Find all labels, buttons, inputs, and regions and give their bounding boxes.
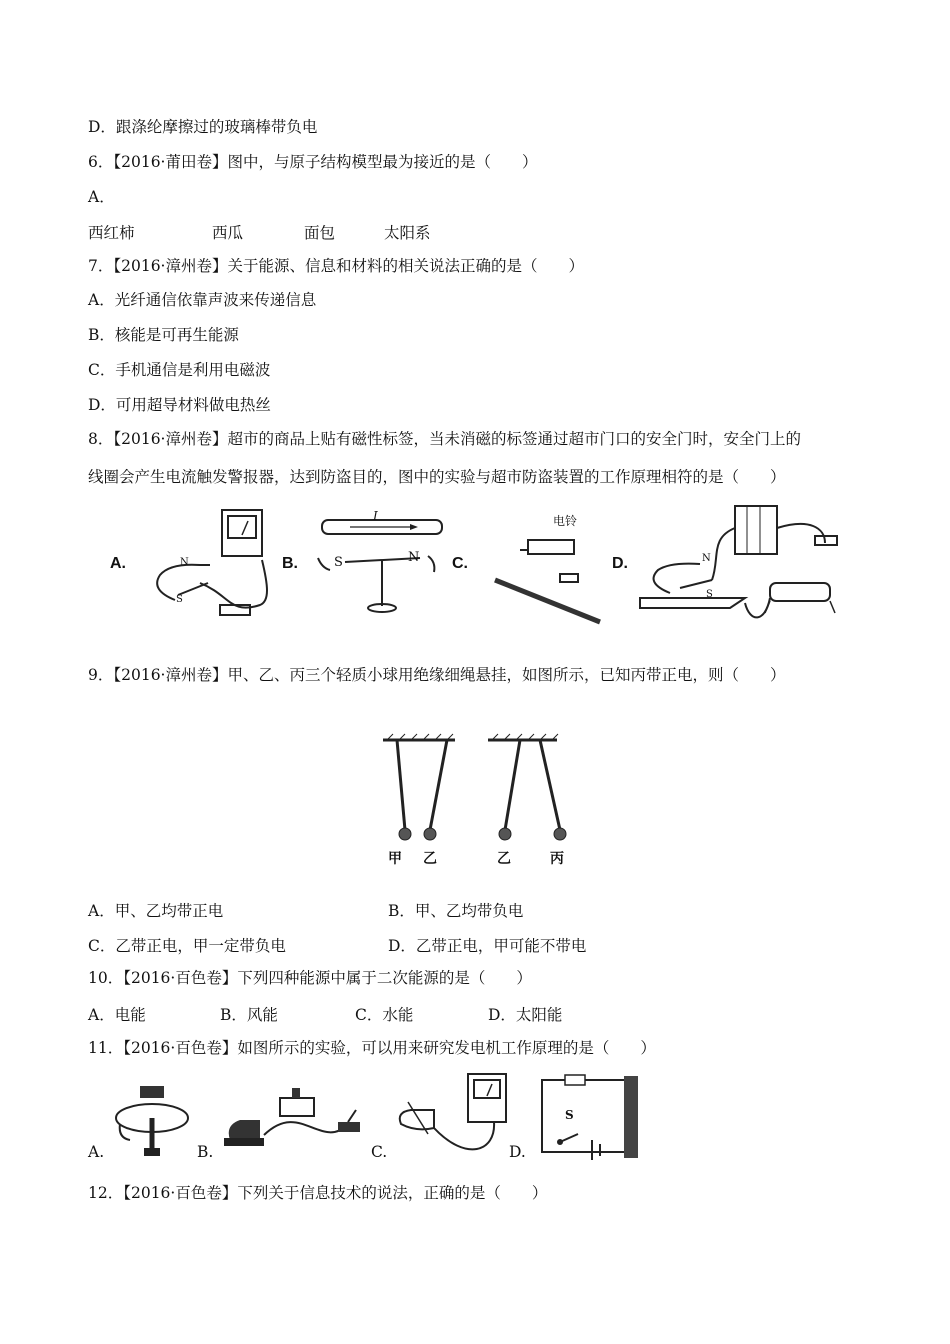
q11-figure-c	[396, 1072, 511, 1162]
q9-figure	[375, 732, 575, 844]
q9-option-a: A．甲、乙均带正电	[88, 902, 224, 920]
q8-a-south: S	[176, 594, 183, 605]
q9-option-c: C．乙带正电，甲一定带负电	[88, 937, 286, 955]
q8-figure-d	[640, 498, 865, 633]
q7-option-d: D．可用超导材料做电热丝	[88, 396, 271, 414]
q6-label-bread: 面包	[304, 224, 336, 242]
q6-label-watermelon: 西瓜	[212, 224, 244, 242]
q10-stem: 10．【2016·百色卷】下列四种能源中属于二次能源的是（ ）	[88, 969, 532, 987]
q9-label-bing: 丙	[550, 851, 564, 867]
q8-a-north: N	[180, 557, 189, 568]
q11-fig-label-c: C.	[371, 1143, 388, 1161]
q8-b-north: N	[408, 550, 420, 565]
q7-option-b: B．核能是可再生能源	[88, 326, 239, 344]
q7-option-c: C．手机通信是利用电磁波	[88, 361, 271, 379]
q8-fig-label-a: A.	[110, 555, 126, 572]
q6-label-tomato: 西红柿	[88, 224, 135, 242]
q9-stem: 9．【2016·漳州卷】甲、乙、丙三个轻质小球用绝缘细绳悬挂，如图所示，已知丙带正电，则（ ）	[88, 666, 786, 684]
q8-fig-label-c: C.	[452, 555, 468, 572]
q12-stem: 12．【2016·百色卷】下列关于信息技术的说法，正确的是（ ）	[88, 1184, 548, 1202]
q9-label-yi-right: 乙	[497, 851, 511, 867]
q11-figure-a	[112, 1080, 197, 1160]
q9-label-jia: 甲	[388, 851, 402, 867]
q8-stem-line1: 8．【2016·漳州卷】超市的商品上贴有磁性标签，当未消磁的标签通过超市门口的安全门时，安全门上的	[88, 430, 801, 448]
q9-option-d: D．乙带正电，甲可能不带电	[388, 937, 587, 955]
q7-stem: 7．【2016·漳州卷】关于能源、信息和材料的相关说法正确的是（ ）	[88, 257, 584, 275]
q8-fig-label-d: D.	[612, 555, 628, 572]
q8-stem-line2: 线圈会产生电流触发警报器，达到防盗目的，图中的实验与超市防盗装置的工作原理相符的是（ ）	[88, 468, 786, 486]
q6-option-a: A．	[88, 188, 115, 206]
q11-d-switch: S	[565, 1108, 574, 1122]
q8-d-south: S	[706, 589, 713, 600]
q10-option-c: C．水能	[355, 1006, 414, 1024]
q11-figure-d	[540, 1072, 640, 1160]
q10-option-b: B．风能	[220, 1006, 278, 1024]
q9-label-yi-left: 乙	[423, 851, 437, 867]
q11-fig-label-a: A.	[88, 1143, 105, 1161]
q10-option-d: D．太阳能	[488, 1006, 563, 1024]
q8-fig-label-b: B.	[282, 555, 298, 572]
q8-figure-a	[140, 505, 280, 625]
q6-stem: 6．【2016·莆田卷】图中，与原子结构模型最为接近的是（ ）	[88, 153, 538, 171]
q8-d-north: N	[702, 553, 711, 564]
q8-figure-b	[310, 510, 450, 620]
q10-option-a: A．电能	[88, 1006, 146, 1024]
q9-option-b: B．甲、乙均带负电	[388, 902, 524, 920]
q8-b-south: S	[334, 555, 343, 570]
q5-option-d: D．跟涤纶摩擦过的玻璃棒带负电	[88, 118, 318, 136]
q11-fig-label-b: B.	[197, 1143, 214, 1161]
q11-figure-b	[220, 1080, 370, 1160]
q6-label-solar-system: 太阳系	[384, 224, 431, 242]
q8-c-bell: 电铃	[553, 514, 578, 528]
q11-stem: 11．【2016·百色卷】如图所示的实验，可以用来研究发电机工作原理的是（ ）	[88, 1039, 656, 1057]
q11-fig-label-d: D.	[509, 1143, 526, 1161]
q8-b-current: I	[373, 509, 378, 523]
q7-option-a: A．光纤通信依靠声波来传递信息	[88, 291, 317, 309]
